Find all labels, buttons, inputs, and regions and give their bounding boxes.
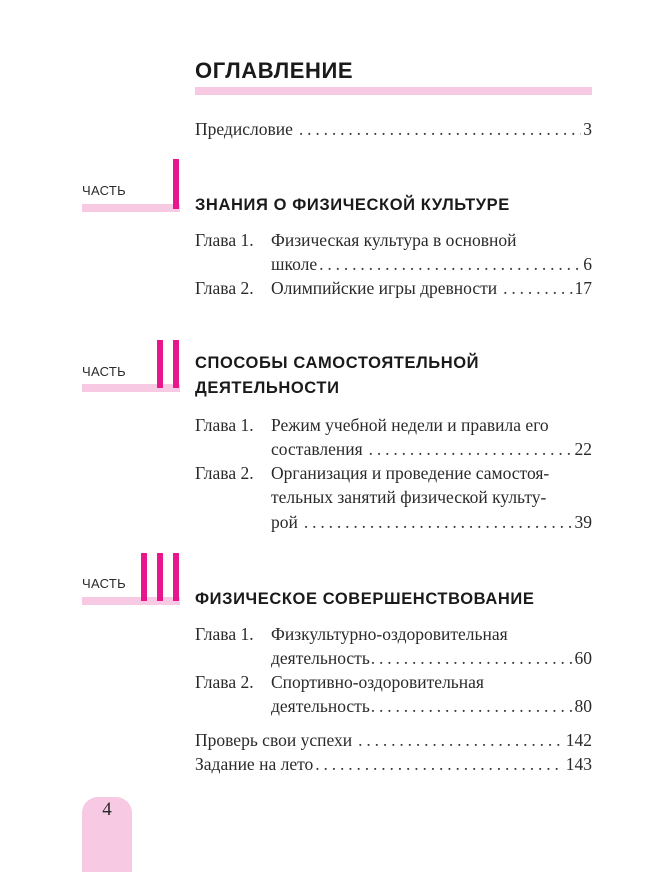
part-2-marker-base bbox=[82, 384, 180, 392]
part-2-chapter-1-line-1[interactable] bbox=[195, 413, 549, 437]
part-3-label: ЧАСТЬ bbox=[82, 576, 126, 591]
chapter-number: Глава 1. bbox=[195, 624, 254, 644]
part-1-heading: ЗНАНИЯ О ФИЗИЧЕСКОЙ КУЛЬТУРЕ bbox=[195, 196, 510, 214]
part-3-chapter-1-line-1[interactable] bbox=[195, 622, 508, 646]
chapter-page: 17 bbox=[574, 278, 592, 298]
part-3-roman-numeral-bar-2 bbox=[157, 553, 163, 601]
toc-entry-label: Предисловие bbox=[195, 119, 293, 139]
part-3-roman-numeral-bar-3 bbox=[173, 553, 179, 601]
page-number: 4 bbox=[102, 799, 112, 820]
part-1-marker-base bbox=[82, 204, 180, 212]
chapter-title-text: Олимпийские игры древности bbox=[271, 278, 498, 298]
toc-entry-page: 143 bbox=[565, 754, 592, 774]
chapter-title: Спортивно-оздоровительная bbox=[271, 672, 484, 692]
part-2-heading-line-1: СПОСОБЫ САМОСТОЯТЕЛЬНОЙ bbox=[195, 354, 480, 372]
part-1-roman-numeral-i bbox=[173, 159, 179, 209]
part-2-label: ЧАСТЬ bbox=[82, 364, 126, 379]
chapter-title-cont: рой bbox=[271, 512, 298, 532]
part-1-chapter-1-line-2[interactable] bbox=[271, 252, 592, 276]
toc-entry-label: Проверь свои успехи bbox=[195, 730, 353, 750]
part-2-chapter-2-line-3[interactable] bbox=[271, 510, 592, 534]
chapter-number: Глава 2. bbox=[195, 463, 254, 483]
dot-leader bbox=[369, 437, 573, 461]
chapter-page: 60 bbox=[574, 648, 592, 668]
part-3-chapter-2-line-2[interactable] bbox=[271, 694, 592, 718]
part-2-roman-numeral-bar-2 bbox=[173, 340, 179, 388]
chapter-number: Глава 1. bbox=[195, 230, 254, 250]
toc-entry-preface[interactable] bbox=[195, 117, 592, 141]
part-3-marker-base bbox=[82, 597, 180, 605]
part-1-label: ЧАСТЬ bbox=[82, 183, 126, 198]
dot-leader bbox=[371, 694, 573, 718]
dot-leader bbox=[319, 252, 581, 276]
chapter-title: Режим учебной недели и правила его bbox=[271, 415, 549, 435]
part-1-chapter-1-line-1[interactable] bbox=[195, 228, 516, 252]
chapter-number: Глава 1. bbox=[195, 415, 254, 435]
chapter-title: Физическая культура в основной bbox=[271, 230, 517, 250]
page-title: ОГЛАВЛЕНИЕ bbox=[195, 58, 354, 83]
chapter-title: Физкультурно-оздоровительная bbox=[271, 624, 508, 644]
dot-leader bbox=[503, 276, 572, 300]
chapter-page: 80 bbox=[574, 696, 592, 716]
part-3-heading: ФИЗИЧЕСКОЕ СОВЕРШЕНСТВОВАНИЕ bbox=[195, 590, 535, 608]
part-3-roman-numeral-bar-1 bbox=[141, 553, 147, 601]
chapter-number: Глава 2. bbox=[195, 672, 254, 692]
toc-entry-page: 142 bbox=[565, 730, 592, 750]
part-3-chapter-1-line-2[interactable] bbox=[271, 646, 592, 670]
part-2-chapter-2-line-2: тельных занятий физической культу- bbox=[271, 487, 547, 507]
chapter-page: 22 bbox=[574, 439, 592, 459]
part-2-heading-line-2: ДЕЯТЕЛЬНОСТИ bbox=[195, 379, 340, 397]
chapter-page: 6 bbox=[583, 254, 592, 274]
title-underline bbox=[195, 87, 592, 95]
chapter-title-cont: составления bbox=[271, 439, 363, 459]
dot-leader bbox=[315, 752, 563, 776]
dot-leader bbox=[299, 117, 581, 141]
chapter-title-cont: деятельность bbox=[271, 648, 370, 668]
chapter-title bbox=[195, 276, 503, 300]
dot-leader bbox=[358, 728, 564, 752]
chapter-title-cont: деятельность bbox=[271, 696, 370, 716]
part-2-chapter-2-line-1[interactable] bbox=[195, 461, 549, 485]
part-2-chapter-1-line-2[interactable] bbox=[271, 437, 592, 461]
part-3-chapter-2-line-1[interactable] bbox=[195, 670, 484, 694]
dot-leader bbox=[371, 646, 573, 670]
toc-entry-page: 3 bbox=[583, 119, 592, 139]
chapter-number: Глава 2. bbox=[195, 278, 254, 298]
part-1-chapter-2[interactable] bbox=[195, 276, 592, 300]
toc-entry-label: Задание на лето bbox=[195, 754, 314, 774]
chapter-title: Организация и проведение самостоя- bbox=[271, 463, 550, 483]
part-2-roman-numeral-bar-1 bbox=[157, 340, 163, 388]
chapter-title-cont: школе bbox=[271, 254, 318, 274]
chapter-page: 39 bbox=[574, 512, 592, 532]
toc-entry-summer-task[interactable] bbox=[195, 752, 592, 776]
dot-leader bbox=[304, 510, 573, 534]
toc-entry-check-progress[interactable] bbox=[195, 728, 592, 752]
